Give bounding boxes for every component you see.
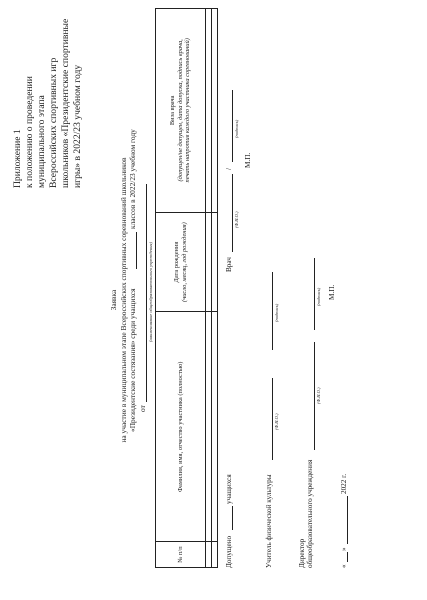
header-visa — [156, 9, 206, 213]
date-close-quote: » — [340, 547, 348, 551]
students-label: учащихся — [225, 474, 233, 504]
doctor-fio-caption: (Ф.И.О.) — [234, 211, 239, 228]
table-row — [212, 9, 218, 568]
admitted-label: Допущено — [225, 535, 233, 568]
appendix-line-5: школьников «Президентские спортивные — [60, 18, 71, 188]
appendix-line-3: муниципального этапа — [36, 95, 47, 188]
director-fio-line — [314, 342, 315, 450]
teacher-fio-line — [272, 378, 273, 460]
header-num: № п/п — [156, 542, 206, 568]
doctor-signature-caption: (подпись) — [234, 119, 239, 138]
from-label: от — [138, 405, 147, 412]
header-dob-line-2: (число, месяц, год рождения) — [180, 222, 188, 302]
header-visa-line-2: (допущен/не допущен, дата допуска, подпись врача, — [176, 39, 184, 182]
appendix-line-4: Всероссийских спортивных игр — [48, 57, 59, 188]
org-blank-line — [146, 184, 147, 402]
doc-heading: Заявка — [109, 289, 118, 311]
date-month-line — [347, 496, 348, 544]
director-signature-caption: (подпись) — [316, 287, 321, 306]
class-blank-line — [136, 232, 137, 269]
header-name: Фамилия, имя, отчество участника (полностью) — [156, 312, 206, 542]
teacher-label: Учитель физической культуры — [265, 474, 273, 568]
director-signature-line — [314, 258, 315, 330]
appendix-line-2: к положению о проведении — [24, 76, 35, 188]
doc-title-line-2a: «Президентские состязания» среди учащихся — [128, 288, 137, 432]
participants-table — [155, 8, 218, 568]
header-visa-line-1: Виза врача — [169, 95, 177, 126]
doc-title-line-1: на участие в муниципальном этапе Всероссийских спортивных соревнований школьников — [119, 157, 128, 443]
header-dob-line-1: Дата рождения — [172, 241, 180, 283]
header-visa-line-3: печать напротив каждого участника соревнований) — [184, 38, 192, 183]
header-dob — [156, 212, 206, 312]
director-label-line-2: общеобразовательного учреждения — [306, 459, 314, 568]
date-open-quote: « — [340, 564, 348, 568]
doctor-mp-label: М.П. — [244, 152, 252, 168]
director-fio-caption: (Ф.И.О.) — [316, 387, 321, 404]
teacher-signature-caption: (подпись) — [274, 303, 279, 322]
doc-title-line-2b: классов в 2022/23 учебном году — [128, 129, 137, 229]
teacher-signature-line — [272, 272, 273, 350]
doctor-slash: / — [225, 168, 233, 170]
director-mp-label: М.П. — [328, 284, 336, 300]
director-label-line-1: Директор — [298, 538, 306, 568]
appendix-line-1: Приложение 1 — [12, 129, 23, 188]
admitted-count-line — [232, 506, 233, 530]
doctor-signature-line — [232, 90, 233, 162]
appendix-line-6: игры» в 2022/23 учебном году — [72, 64, 83, 188]
doctor-fio-line — [232, 174, 233, 252]
teacher-fio-caption: (Ф.И.О.) — [274, 413, 279, 430]
table-header-row — [156, 9, 206, 568]
date-year: 2022 г. — [340, 473, 348, 494]
org-caption: (наименование общеобразовательного учреждения) — [148, 242, 153, 342]
date-day-line — [347, 552, 348, 562]
doctor-label: Врач — [225, 257, 233, 272]
